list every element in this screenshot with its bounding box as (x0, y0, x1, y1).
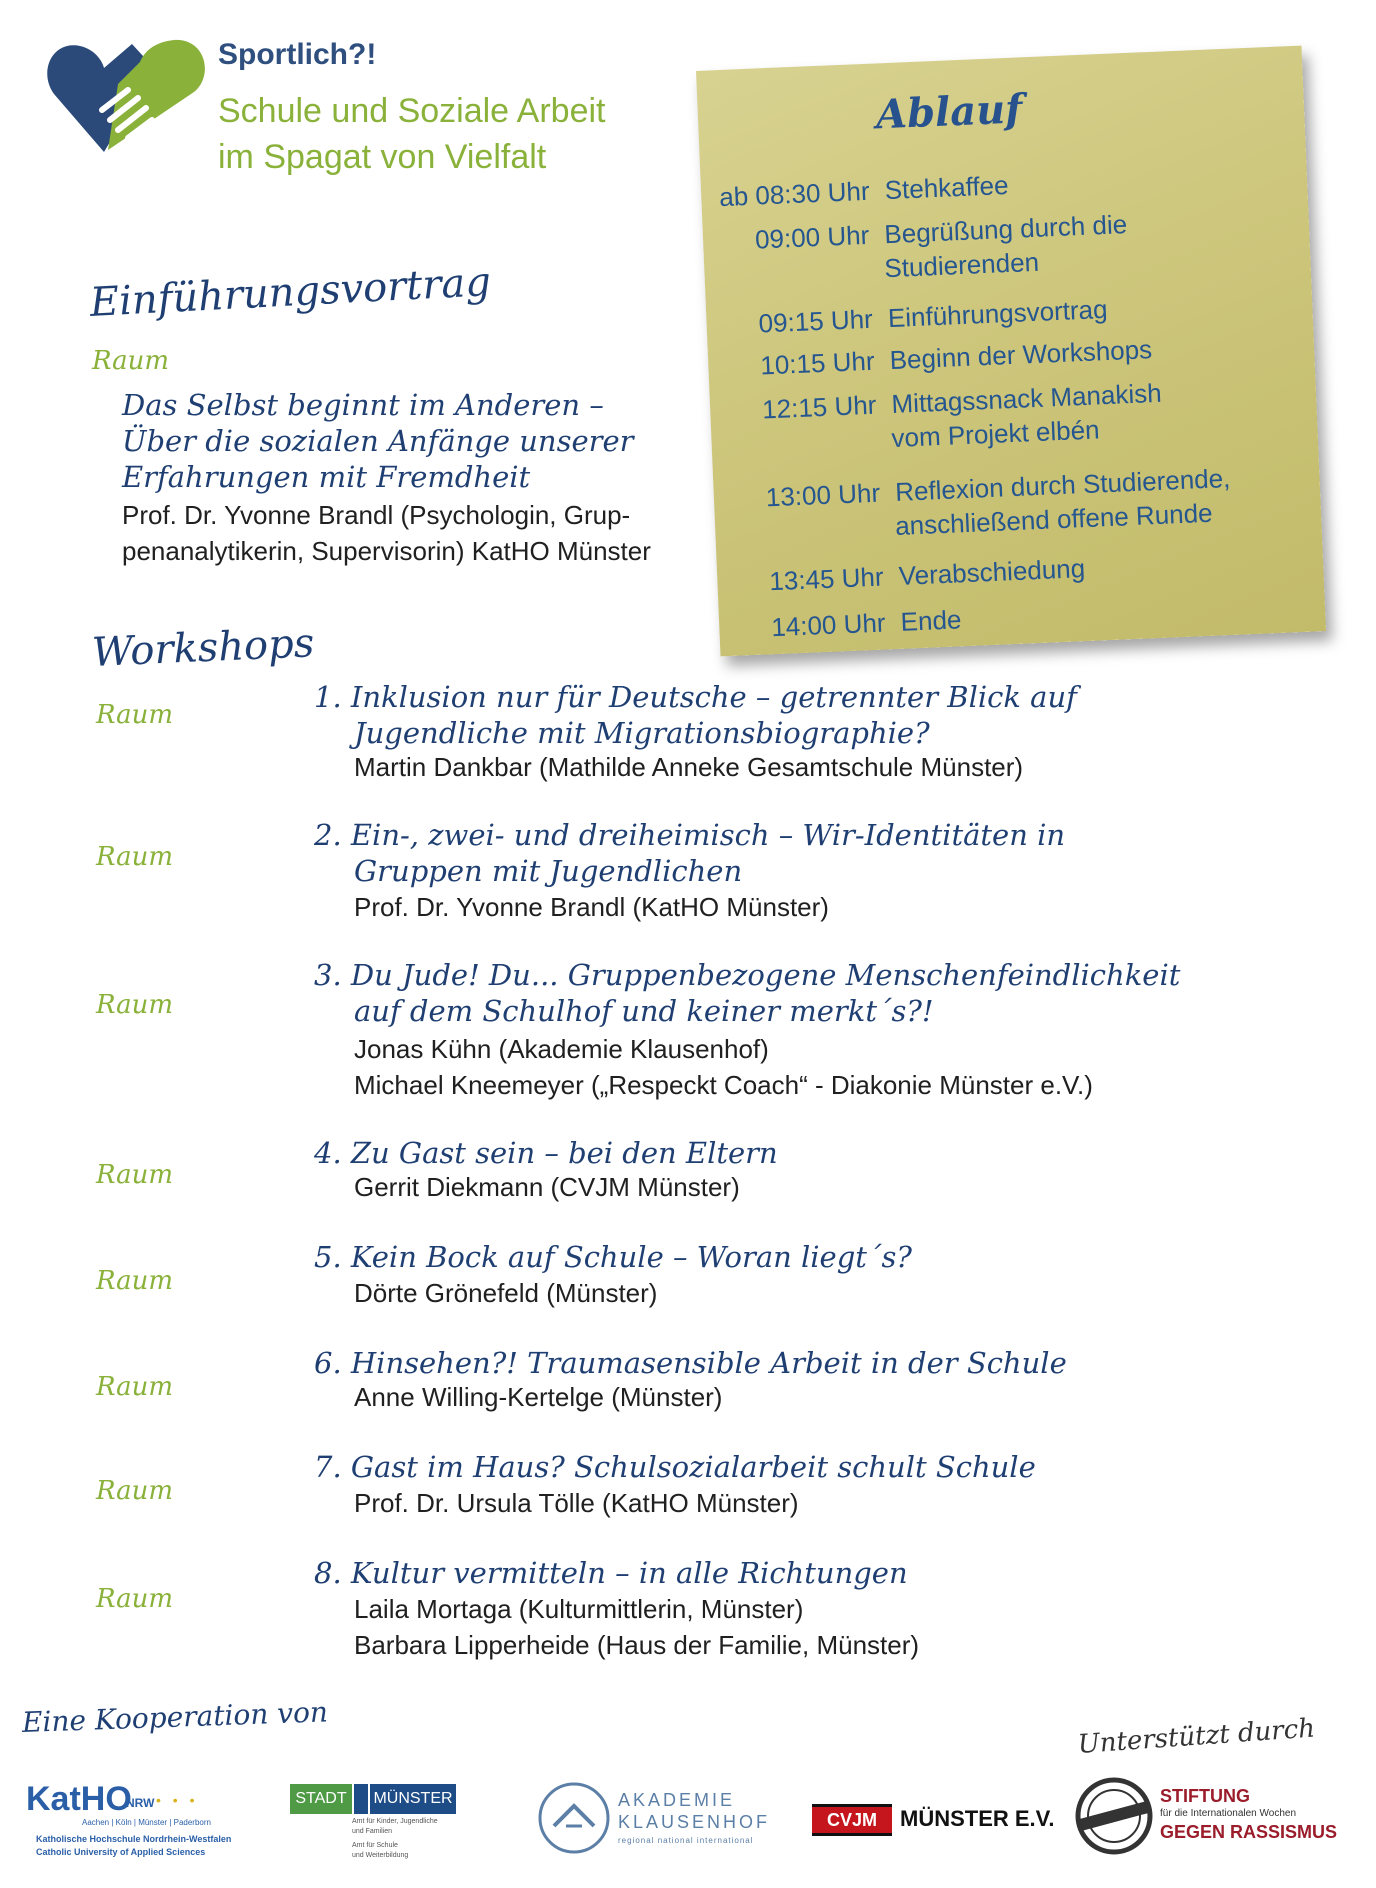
ablauf-row (719, 170, 1009, 213)
ablauf-row (769, 553, 1086, 597)
workshop-speaker: Barbara Lipperheide (Haus der Familie, Münster) (354, 1630, 920, 1660)
ablauf-row (760, 334, 1153, 381)
ablauf-time: 09:15 Uhr (758, 303, 874, 339)
stadt-tower-icon (354, 1784, 368, 1814)
workshop-speaker: Dörte Grönefeld (Münster) (354, 1278, 658, 1308)
stadt-sub3: Amt für Schule (352, 1842, 398, 1849)
ablauf-sticky-note (696, 46, 1326, 657)
intro-title-line: Erfahrungen mit Fremdheit (122, 460, 531, 494)
ablauf-time: 12:15 Uhr (761, 389, 877, 425)
stiftung-logo (1074, 1776, 1364, 1866)
stadt-muenster-logo (290, 1784, 470, 1884)
ablauf-text: Mittagssnack Manakish (890, 377, 1163, 420)
workshops-heading: Workshops (90, 620, 316, 676)
ablauf-row (771, 604, 962, 643)
workshop-title-cont: Gruppen mit Jugendlichen (354, 854, 743, 888)
katho-dots-icon: • • • (156, 1792, 199, 1808)
ablauf-time: ab 08:30 Uhr (718, 175, 871, 213)
akademie-klausenhof-logo (536, 1780, 786, 1860)
katho-name: KatHO (26, 1780, 132, 1818)
intro-speaker-line: Prof. Dr. Yvonne Brandl (Psychologin, Grup- (122, 500, 631, 530)
page-subtitle-line2: im Spagat von Vielfalt (218, 138, 547, 176)
workshop-speaker: Prof. Dr. Yvonne Brandl (KatHO Münster) (354, 892, 829, 922)
intro-title-line: Das Selbst beginnt im Anderen – (122, 388, 604, 422)
stiftung-line3: GEGEN RASSISMUS (1160, 1822, 1338, 1842)
workshop-raum-label: Raum (96, 842, 174, 872)
workshop-raum-label: Raum (96, 1266, 174, 1296)
cvjm-logo (812, 1800, 1062, 1840)
intro-speaker-line: penanalytikerin, Supervisorin) KatHO Münster (122, 536, 651, 566)
workshop-title: 2. Ein-, zwei- und dreiheimisch – Wir-Identitäten in (314, 818, 1066, 852)
ablauf-text: Ende (900, 604, 962, 637)
katho-logo (22, 1774, 262, 1864)
unterstuetzt-label: Unterstützt durch (1076, 1713, 1316, 1760)
workshop-speaker: Martin Dankbar (Mathilde Anneke Gesamtschule Münster) (354, 752, 1024, 782)
ablauf-row (754, 209, 1127, 256)
workshop-title: 8. Kultur vermitteln – in alle Richtungen (314, 1556, 908, 1590)
intro-raum-label: Raum (92, 346, 170, 376)
ablauf-time: 13:00 Uhr (765, 477, 881, 513)
stiftung-line2: für die Internationalen Wochen (1160, 1808, 1297, 1819)
klausenhof-line1: AKADEMIE (618, 1790, 736, 1810)
workshop-speaker: Gerrit Diekmann (CVJM Münster) (354, 1172, 740, 1202)
cvjm-text: MÜNSTER E.V. (900, 1806, 1055, 1831)
workshop-speaker: Anne Willing-Kertelge (Münster) (354, 1382, 723, 1412)
ablauf-text: Stehkaffee (884, 169, 1010, 206)
ablauf-title: Ablauf (875, 85, 1024, 139)
workshop-speaker: Michael Kneemeyer („Respeckt Coach“ - Diakonie Münster e.V.) (354, 1070, 1093, 1100)
ablauf-time: 13:45 Uhr (768, 561, 885, 597)
stadt-sub1: Amt für Kinder, Jugendliche (352, 1818, 438, 1825)
stadt-left: STADT (290, 1784, 352, 1814)
workshop-raum-label: Raum (96, 700, 174, 730)
klausenhof-emblem-icon (536, 1780, 612, 1856)
page-title: Sportlich?! (218, 38, 377, 71)
ablauf-time: 10:15 Uhr (759, 345, 876, 381)
intro-heading: Einführungsvortrag (88, 259, 492, 326)
workshop-title-cont: auf dem Schulhof und keiner merkt´s?! (354, 994, 934, 1028)
sportlich-logo (44, 32, 214, 172)
ablauf-text: Begrüßung durch die (883, 209, 1128, 250)
klausenhof-line3: regional national international (618, 1836, 754, 1845)
katho-nrw: NRW (126, 1796, 155, 1810)
stadt-sub4: und Weiterbildung (352, 1852, 409, 1859)
stiftung-line1: STIFTUNG (1160, 1786, 1250, 1806)
page-subtitle-line1: Schule und Soziale Arbeit (218, 92, 606, 130)
ablauf-time: 09:00 Uhr (754, 219, 870, 255)
ablauf-text: Reflexion durch Studierende, (894, 462, 1231, 507)
stiftung-stamp-icon (1074, 1776, 1154, 1856)
ablauf-text: Einführungsvortrag (887, 293, 1109, 334)
workshop-title-cont: Jugendliche mit Migrationsbiographie? (354, 716, 930, 750)
klausenhof-line2: KLAUSENHOF (618, 1812, 771, 1832)
workshop-speaker: Prof. Dr. Ursula Tölle (KatHO Münster) (354, 1488, 799, 1518)
workshop-title: 1. Inklusion nur für Deutsche – getrennter Blick auf (314, 680, 1077, 714)
ablauf-text-cont: Studierenden (883, 246, 1040, 284)
ablauf-text-cont: vom Projekt elbén (890, 414, 1101, 454)
kooperation-label: Eine Kooperation von (21, 1695, 329, 1739)
ablauf-text: Beginn der Workshops (889, 334, 1153, 376)
workshop-title: 3. Du Jude! Du... Gruppenbezogene Menschenfeindlichkeit (314, 958, 1181, 992)
cvjm-badge: CVJM (812, 1804, 892, 1836)
workshop-raum-label: Raum (96, 1584, 174, 1614)
workshop-speaker: Laila Mortaga (Kulturmittlerin, Münster) (354, 1594, 804, 1624)
workshop-title: 5. Kein Bock auf Schule – Woran liegt´s? (314, 1240, 912, 1274)
ablauf-time: 14:00 Uhr (770, 607, 887, 643)
intro-title-line: Über die sozialen Anfänge unserer (122, 424, 634, 458)
ablauf-row (758, 294, 1108, 340)
ablauf-row (762, 378, 1163, 426)
workshop-raum-label: Raum (96, 1476, 174, 1506)
katho-line2: Catholic University of Applied Sciences (36, 1847, 206, 1857)
workshop-title: 6. Hinsehen?! Traumasensible Arbeit in der Schule (314, 1346, 1067, 1380)
katho-cities: Aachen | Köln | Münster | Paderborn (82, 1818, 211, 1827)
stadt-sub2: und Familien (352, 1828, 393, 1835)
workshop-speaker: Jonas Kühn (Akademie Klausenhof) (354, 1034, 769, 1064)
katho-line1: Katholische Hochschule Nordrhein-Westfalen (36, 1834, 232, 1844)
ablauf-text: Verabschiedung (898, 553, 1086, 591)
workshop-raum-label: Raum (96, 1372, 174, 1402)
stadt-right: MÜNSTER (370, 1784, 456, 1814)
ablauf-text-cont: anschließend offene Runde (894, 497, 1214, 541)
workshop-title: 4. Zu Gast sein – bei den Eltern (314, 1136, 778, 1170)
workshop-title: 7. Gast im Haus? Schulsozialarbeit schult Schule (314, 1450, 1036, 1484)
workshop-raum-label: Raum (96, 1160, 174, 1190)
workshop-raum-label: Raum (96, 990, 174, 1020)
